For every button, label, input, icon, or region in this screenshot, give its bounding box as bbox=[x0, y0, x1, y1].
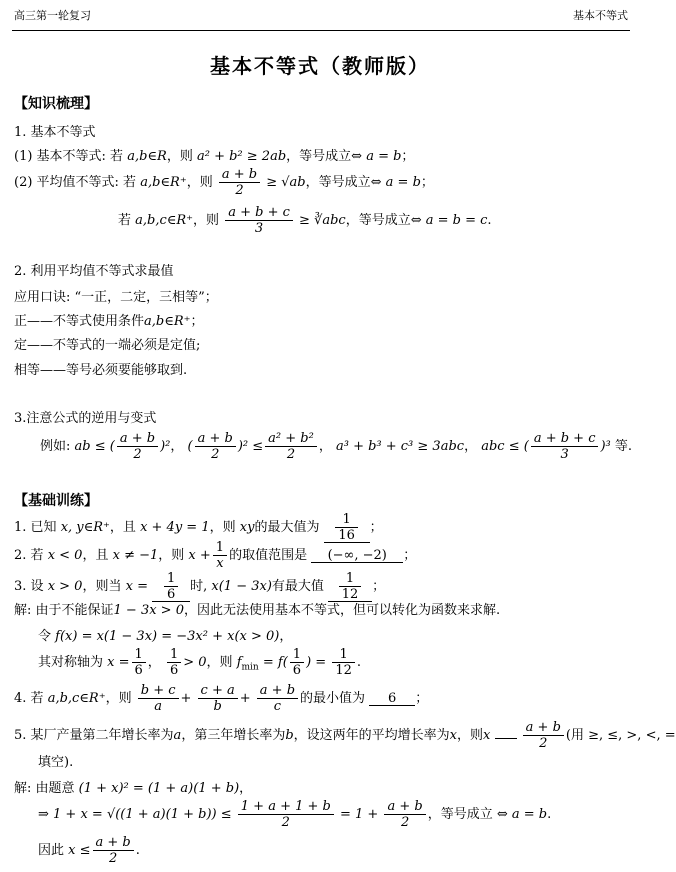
text: 解: 由于不能保证 bbox=[14, 603, 114, 618]
math: abc ≤ ( bbox=[481, 439, 529, 454]
text: + bbox=[180, 691, 192, 706]
text: ， bbox=[318, 439, 332, 454]
fraction: $\frac{1}{12}$ bbox=[332, 648, 355, 677]
math: a² + b² ≥ 2ab bbox=[196, 149, 287, 164]
fraction: $\frac{1}{x}$ bbox=[213, 541, 227, 570]
math: x bbox=[483, 728, 491, 743]
fraction: $\frac{a + b}{2}$ bbox=[117, 432, 158, 461]
text: 例如: bbox=[40, 439, 71, 454]
section-knowledge: 【知识梳理】 bbox=[14, 96, 98, 112]
math: a = b bbox=[511, 807, 548, 822]
text: 因此 bbox=[38, 843, 65, 858]
text: ，则 bbox=[186, 175, 213, 190]
text: ，则 bbox=[105, 691, 132, 706]
math: f bbox=[236, 655, 242, 670]
answer-blank: 6 bbox=[369, 692, 415, 706]
text: ，则 bbox=[209, 520, 236, 535]
text: ，第三年增长率为 bbox=[181, 728, 286, 743]
k1-line3 bbox=[118, 206, 492, 235]
math: a,b∈R bbox=[127, 149, 167, 164]
exercise-5-line2: 填空). bbox=[38, 755, 74, 770]
math: = f( bbox=[262, 655, 288, 670]
math: ≥ √ab bbox=[266, 175, 306, 190]
text: ，则 bbox=[166, 149, 193, 164]
subscript: min bbox=[241, 662, 259, 673]
solution-5-line3 bbox=[38, 836, 140, 865]
math: b bbox=[285, 728, 294, 743]
k2-line4: 相等——等号必须要能够取到. bbox=[14, 363, 188, 378]
text: 时, bbox=[190, 579, 208, 594]
fraction: $\frac{1}{6}$ bbox=[290, 648, 304, 677]
fraction: $\frac{1}{6}$ bbox=[167, 648, 181, 677]
math: x, y∈R⁺ bbox=[60, 520, 110, 535]
math: a,b,c∈R⁺ bbox=[135, 213, 194, 228]
text: ，则 bbox=[457, 728, 484, 743]
text: ， bbox=[279, 629, 293, 644]
exercise-3 bbox=[14, 572, 385, 602]
math: a,b∈R⁺ bbox=[140, 175, 187, 190]
k2-line1: 应用口诀: “一正，二定，三相等”； bbox=[14, 290, 218, 305]
fraction: $\frac{a + b}{c}$ bbox=[257, 684, 298, 713]
text: 若 bbox=[118, 213, 132, 228]
solution-3-line2 bbox=[38, 630, 292, 643]
text: 的取值范围是 bbox=[229, 548, 308, 563]
answer-blank: (−∞, −2) bbox=[311, 549, 403, 563]
answer-blank bbox=[495, 738, 517, 739]
k1-line1 bbox=[14, 150, 414, 163]
fraction: $\frac{a + b}{2}$ bbox=[523, 721, 564, 750]
fraction: $\frac{1}{6}$ bbox=[132, 648, 146, 677]
math: xy bbox=[239, 520, 255, 535]
math: )³ bbox=[600, 439, 611, 454]
text: ，则当 bbox=[82, 579, 122, 594]
math: ⇒ 1 + x = √((1 + a)(1 + b)) ≤ bbox=[38, 807, 232, 822]
math: = 1 + bbox=[340, 807, 379, 822]
text: ， bbox=[239, 781, 253, 796]
math: f(x) = x(1 − 3x) = −3x² + x(x > 0) bbox=[55, 629, 280, 644]
text: ； bbox=[420, 175, 434, 190]
k1-line2 bbox=[14, 168, 434, 197]
header-rule bbox=[12, 30, 630, 31]
text: ，则 bbox=[206, 655, 233, 670]
exercise-4 bbox=[14, 684, 428, 713]
fraction: $\frac{1 + a + 1 + b}{2}$ bbox=[238, 800, 334, 829]
fraction: $\frac{a + b}{2}$ bbox=[93, 836, 134, 865]
text: ； bbox=[372, 579, 386, 594]
fraction: $\frac{b + c}{a}$ bbox=[138, 684, 179, 713]
text: 的最大值为 bbox=[254, 520, 320, 535]
fraction: $\frac{a + b}{2}$ bbox=[219, 168, 260, 197]
math: x = bbox=[107, 655, 130, 670]
exercise-2 bbox=[14, 541, 416, 570]
math: )² ≤ bbox=[237, 439, 264, 454]
fraction: $\frac{1}{6}$ bbox=[164, 572, 178, 601]
text: 等. bbox=[614, 439, 633, 454]
text: ，因此无法使用基本不等式，但可以转化为函数来求解. bbox=[183, 603, 501, 618]
k2-heading: 2. 利用平均值不等式求最值 bbox=[14, 264, 174, 279]
page-title: 基本不等式（教师版） bbox=[210, 54, 430, 78]
math: > 0 bbox=[183, 655, 207, 670]
math: ) = bbox=[306, 655, 327, 670]
fraction: $\frac{a + b}{2}$ bbox=[195, 432, 236, 461]
math: a,b∈R⁺ bbox=[144, 314, 191, 329]
math: (1 + x)² = (1 + a)(1 + b) bbox=[78, 781, 240, 796]
text: 3. 设 bbox=[14, 579, 44, 594]
math: a = b = c bbox=[425, 213, 488, 228]
text: ，且 bbox=[109, 520, 136, 535]
math: x + 4y = 1 bbox=[140, 520, 210, 535]
math: ≥ ∛abc bbox=[299, 213, 346, 228]
text: 5. 某厂产量第二年增长率为 bbox=[14, 728, 174, 743]
text: ； bbox=[369, 520, 383, 535]
k1-heading: 1. 基本不等式 bbox=[14, 125, 96, 140]
solution-5-line1 bbox=[14, 782, 252, 795]
text: 解: 由题意 bbox=[14, 781, 75, 796]
math: x ≠ −1 bbox=[112, 548, 159, 563]
text: 令 bbox=[38, 629, 52, 644]
text: 2. 若 bbox=[14, 548, 44, 563]
text: 其对称轴为 bbox=[38, 655, 104, 670]
fraction: $\frac{a + b}{2}$ bbox=[384, 800, 425, 829]
answer-blank bbox=[324, 513, 370, 543]
exercise-1 bbox=[14, 513, 383, 543]
text: ； bbox=[190, 314, 204, 329]
text: ； bbox=[415, 691, 429, 706]
text: (用 ≥, ≤, >, <, = bbox=[565, 728, 676, 743]
text: ，且 bbox=[82, 548, 109, 563]
text: 有最大值 bbox=[271, 579, 324, 594]
math: 1 − 3x > 0 bbox=[113, 603, 184, 618]
fraction: $\frac{\text{a² + b²}}{2}$ bbox=[265, 432, 317, 461]
text: ， bbox=[170, 439, 184, 454]
math: a³ + b³ + c³ ≥ 3abc bbox=[335, 439, 465, 454]
math: a = b bbox=[385, 175, 421, 190]
header-left: 高三第一轮复习 bbox=[14, 9, 91, 22]
text: ，设这两年的平均增长率为 bbox=[293, 728, 450, 743]
text: (2) 平均值不等式: 若 bbox=[14, 175, 137, 190]
text: 的最小值为 bbox=[300, 691, 366, 706]
text: ，则 bbox=[193, 213, 220, 228]
solution-3-line3 bbox=[38, 648, 361, 677]
text: ，等号成立⇔ bbox=[286, 149, 363, 164]
exercise-5-line1 bbox=[14, 721, 676, 750]
text: ，则 bbox=[158, 548, 185, 563]
text: ，等号成立⇔ bbox=[345, 213, 422, 228]
math: x ≤ bbox=[68, 843, 91, 858]
math: x(1 − 3x) bbox=[211, 579, 272, 594]
answer-blank bbox=[328, 572, 372, 602]
math: a,b,c∈R⁺ bbox=[47, 691, 106, 706]
answer-blank bbox=[152, 572, 190, 602]
solution-5-line2 bbox=[38, 800, 551, 829]
text: . bbox=[547, 807, 552, 822]
math: a bbox=[173, 728, 182, 743]
math: )² bbox=[160, 439, 171, 454]
math: x < 0 bbox=[47, 548, 83, 563]
fraction: $\frac{1}{16}$ bbox=[335, 513, 358, 542]
math: x + bbox=[188, 548, 211, 563]
solution-3-line1 bbox=[14, 604, 500, 617]
text: + bbox=[239, 691, 251, 706]
math: ab ≤ ( bbox=[74, 439, 115, 454]
fraction: $\frac{a + b + c}{3}$ bbox=[225, 206, 293, 235]
fraction: $\frac{1}{12}$ bbox=[339, 572, 362, 601]
math: x bbox=[449, 728, 458, 743]
math: x = bbox=[125, 579, 148, 594]
text: 4. 若 bbox=[14, 691, 44, 706]
k3-examples bbox=[40, 432, 632, 461]
text: ，等号成立 ⇔ bbox=[427, 807, 508, 822]
section-training: 【基础训练】 bbox=[14, 493, 98, 509]
text: . bbox=[356, 655, 361, 670]
k2-line3: 定——不等式的一端必须是定值; bbox=[14, 338, 201, 353]
text: 正——不等式使用条件 bbox=[14, 314, 145, 329]
text: . bbox=[135, 843, 140, 858]
math: x > 0 bbox=[47, 579, 83, 594]
text: 1. 已知 bbox=[14, 520, 57, 535]
k2-line2 bbox=[14, 315, 204, 328]
text: ， bbox=[147, 655, 161, 670]
text: . bbox=[487, 213, 492, 228]
text: ，等号成立⇔ bbox=[305, 175, 382, 190]
math: a = b bbox=[366, 149, 402, 164]
header-right: 基本不等式 bbox=[573, 9, 628, 22]
text: ， bbox=[464, 439, 478, 454]
fraction: $\frac{c + a}{b}$ bbox=[198, 684, 238, 713]
fraction: $\frac{a + b + c}{3}$ bbox=[531, 432, 599, 461]
math: ( bbox=[187, 439, 193, 454]
text: (1) 基本不等式: 若 bbox=[14, 149, 124, 164]
text: ； bbox=[403, 548, 417, 563]
text: ； bbox=[401, 149, 415, 164]
k3-heading: 3.注意公式的逆用与变式 bbox=[14, 411, 157, 426]
